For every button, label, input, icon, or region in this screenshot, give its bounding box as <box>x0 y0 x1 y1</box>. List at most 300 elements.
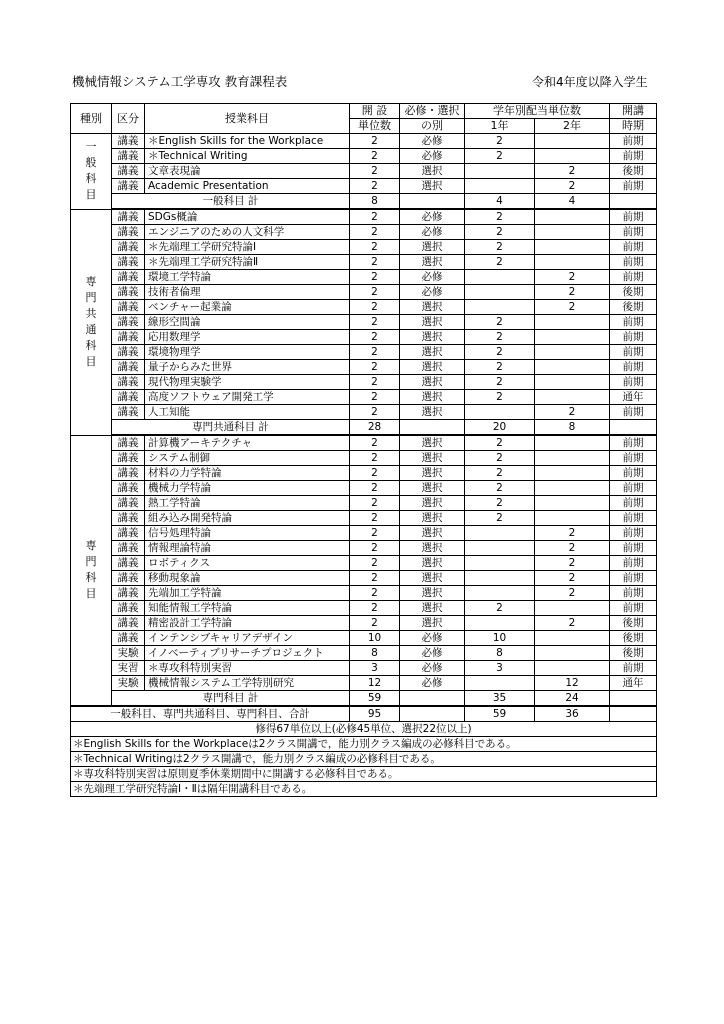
year1-credits <box>465 270 535 285</box>
credits-cell: 2 <box>350 330 400 345</box>
year2-credits: 2 <box>535 586 610 601</box>
year1-credits: 2 <box>465 511 535 526</box>
year1-credits: 2 <box>465 496 535 511</box>
kubun-cell: 講義 <box>112 209 145 225</box>
year1-credits <box>465 586 535 601</box>
term-cell: 後期 <box>610 300 657 315</box>
course-name: 熱工学特論 <box>145 496 350 511</box>
subtotal-required-blank <box>400 691 465 707</box>
note-row <box>71 782 657 797</box>
course-name: イノベーティブリサーチプロジェクト <box>145 646 350 661</box>
course-row <box>71 526 657 541</box>
year2-credits <box>535 149 610 164</box>
term-cell: 後期 <box>610 646 657 661</box>
year1-credits <box>465 541 535 556</box>
header-tani-1: 開 設 <box>350 104 400 119</box>
year1-credits: 2 <box>465 481 535 496</box>
year2-credits <box>535 330 610 345</box>
category-label-text: 専門共通科目 <box>85 275 97 368</box>
term-cell: 後期 <box>610 285 657 300</box>
required-cell: 選択 <box>400 345 465 360</box>
required-cell: 選択 <box>400 405 465 420</box>
course-name: 量子からみた世界 <box>145 360 350 375</box>
credits-cell: 2 <box>350 164 400 179</box>
category-label-text: 専門科目 <box>85 539 97 601</box>
course-name: ＊先端理工学研究特論Ⅱ <box>145 255 350 270</box>
year2-credits: 2 <box>535 541 610 556</box>
course-name: 先端加工学特論 <box>145 586 350 601</box>
year2-credits: 2 <box>535 179 610 194</box>
term-cell: 前期 <box>610 435 657 451</box>
course-name: ＊English Skills for the Workplace <box>145 134 350 149</box>
credits-cell: 2 <box>350 255 400 270</box>
term-cell: 前期 <box>610 451 657 466</box>
course-row <box>71 661 657 676</box>
term-cell: 前期 <box>610 571 657 586</box>
kubun-cell: 講義 <box>112 616 145 631</box>
header-hisshu-2: の別 <box>400 119 465 134</box>
year1-credits: 2 <box>465 451 535 466</box>
subtotal-credits: 59 <box>350 691 400 707</box>
course-row <box>71 360 657 375</box>
credits-cell: 2 <box>350 526 400 541</box>
kubun-cell: 実験 <box>112 646 145 661</box>
course-name: 精密設計工学特論 <box>145 616 350 631</box>
term-cell: 前期 <box>610 134 657 149</box>
course-row <box>71 676 657 691</box>
year1-credits: 2 <box>465 225 535 240</box>
year2-credits <box>535 661 610 676</box>
course-name: 情報理論特論 <box>145 541 350 556</box>
term-cell: 前期 <box>610 496 657 511</box>
subtotal-year1: 4 <box>465 194 535 210</box>
course-row <box>71 571 657 586</box>
course-name: Academic Presentation <box>145 179 350 194</box>
required-cell: 選択 <box>400 179 465 194</box>
credits-cell: 2 <box>350 571 400 586</box>
credits-cell: 2 <box>350 586 400 601</box>
header-row-1 <box>71 104 657 119</box>
course-row <box>71 511 657 526</box>
term-cell: 前期 <box>610 315 657 330</box>
curriculum-table-body <box>71 104 657 797</box>
subtotal-year2: 8 <box>535 420 610 436</box>
kubun-cell: 講義 <box>112 405 145 420</box>
term-cell: 前期 <box>610 511 657 526</box>
year2-credits: 2 <box>535 616 610 631</box>
year1-credits <box>465 526 535 541</box>
year2-credits <box>535 209 610 225</box>
course-row <box>71 255 657 270</box>
note-text: ＊English Skills for the Workplaceは2クラス開講で，能力別クラス編成の必修科目である。 <box>71 737 657 752</box>
year2-credits: 2 <box>535 405 610 420</box>
term-cell: 前期 <box>610 209 657 225</box>
required-cell: 選択 <box>400 164 465 179</box>
header-hisshu-1: 必修・選択 <box>400 104 465 119</box>
course-name: インテンシブキャリアデザイン <box>145 631 350 646</box>
credits-cell: 2 <box>350 179 400 194</box>
required-cell: 選択 <box>400 616 465 631</box>
credits-cell: 2 <box>350 345 400 360</box>
year2-credits <box>535 390 610 405</box>
subtotal-row <box>71 420 657 436</box>
course-row <box>71 164 657 179</box>
course-row <box>71 375 657 390</box>
course-name: 環境物理学 <box>145 345 350 360</box>
year1-credits <box>465 676 535 691</box>
required-cell: 選択 <box>400 300 465 315</box>
year2-credits <box>535 225 610 240</box>
year1-credits <box>465 164 535 179</box>
kubun-cell: 講義 <box>112 315 145 330</box>
term-cell: 前期 <box>610 586 657 601</box>
credits-cell: 2 <box>350 481 400 496</box>
course-name: 移動現象論 <box>145 571 350 586</box>
term-cell: 通年 <box>610 390 657 405</box>
course-row <box>71 616 657 631</box>
kubun-cell: 講義 <box>112 541 145 556</box>
subtotal-row <box>71 194 657 210</box>
year2-credits <box>535 315 610 330</box>
credits-cell: 2 <box>350 556 400 571</box>
header-year1: 1年 <box>465 119 535 134</box>
course-name: ＊Technical Writing <box>145 149 350 164</box>
required-cell: 必修 <box>400 285 465 300</box>
year1-credits: 2 <box>465 435 535 451</box>
required-cell: 選択 <box>400 526 465 541</box>
kubun-cell: 実習 <box>112 661 145 676</box>
subtotal-year2: 24 <box>535 691 610 707</box>
required-cell: 選択 <box>400 451 465 466</box>
year2-credits: 2 <box>535 270 610 285</box>
year2-credits <box>535 496 610 511</box>
header-jiki-2: 時期 <box>610 119 657 134</box>
kubun-cell: 講義 <box>112 255 145 270</box>
kubun-cell: 講義 <box>112 526 145 541</box>
course-name: 信号処理特論 <box>145 526 350 541</box>
course-row <box>71 134 657 149</box>
kubun-cell: 講義 <box>112 225 145 240</box>
term-cell: 後期 <box>610 631 657 646</box>
course-name: 組み込み開発特論 <box>145 511 350 526</box>
term-cell: 前期 <box>610 345 657 360</box>
year2-credits <box>535 134 610 149</box>
term-cell: 前期 <box>610 375 657 390</box>
kubun-cell: 講義 <box>112 556 145 571</box>
year1-credits <box>465 556 535 571</box>
category-label <box>71 435 112 706</box>
year2-credits <box>535 345 610 360</box>
credits-cell: 10 <box>350 631 400 646</box>
term-cell: 前期 <box>610 360 657 375</box>
header-kubun: 区分 <box>112 104 145 134</box>
year2-credits <box>535 451 610 466</box>
grand-total-year1: 59 <box>465 706 535 722</box>
course-name: ロボティクス <box>145 556 350 571</box>
year2-credits <box>535 360 610 375</box>
category-label-text: 一般科目 <box>85 140 97 202</box>
credits-cell: 2 <box>350 511 400 526</box>
term-cell: 後期 <box>610 164 657 179</box>
header-year2: 2年 <box>535 119 610 134</box>
credits-cell: 2 <box>350 315 400 330</box>
required-cell: 選択 <box>400 481 465 496</box>
kubun-cell: 講義 <box>112 466 145 481</box>
kubun-cell: 講義 <box>112 285 145 300</box>
year2-credits <box>535 435 610 451</box>
year1-credits <box>465 179 535 194</box>
year1-credits: 2 <box>465 360 535 375</box>
note-text: ＊専攻科特別実習は原則夏季休業期間中に開講する必修科目である。 <box>71 767 657 782</box>
subtotal-credits: 8 <box>350 194 400 210</box>
requirement-row <box>71 722 657 737</box>
year1-credits: 8 <box>465 646 535 661</box>
course-row <box>71 209 657 225</box>
year2-credits: 2 <box>535 300 610 315</box>
course-row <box>71 330 657 345</box>
required-cell: 必修 <box>400 225 465 240</box>
kubun-cell: 講義 <box>112 345 145 360</box>
grand-total-year2: 36 <box>535 706 610 722</box>
year1-credits: 3 <box>465 661 535 676</box>
category-label <box>71 209 112 435</box>
required-cell: 選択 <box>400 330 465 345</box>
credits-cell: 2 <box>350 601 400 616</box>
required-cell: 選択 <box>400 360 465 375</box>
course-name: 高度ソフトウェア開発工学 <box>145 390 350 405</box>
admission-year-label: 令和4年度以降入学生 <box>532 75 648 89</box>
kubun-cell: 講義 <box>112 511 145 526</box>
subtotal-term-blank <box>610 194 657 210</box>
term-cell: 前期 <box>610 405 657 420</box>
year1-credits: 2 <box>465 315 535 330</box>
required-cell: 選択 <box>400 601 465 616</box>
kubun-cell: 講義 <box>112 435 145 451</box>
required-cell: 選択 <box>400 556 465 571</box>
course-row <box>71 451 657 466</box>
subtotal-label: 専門共通科目 計 <box>112 420 350 436</box>
course-name: 文章表現論 <box>145 164 350 179</box>
note-text: ＊Technical Writingは2クラス開講で，能力別クラス編成の必修科目である。 <box>71 752 657 767</box>
year1-credits: 2 <box>465 134 535 149</box>
credits-cell: 2 <box>350 360 400 375</box>
kubun-cell: 講義 <box>112 481 145 496</box>
credits-cell: 2 <box>350 451 400 466</box>
course-row <box>71 631 657 646</box>
required-cell: 選択 <box>400 240 465 255</box>
year2-credits <box>535 240 610 255</box>
course-row <box>71 601 657 616</box>
kubun-cell: 講義 <box>112 451 145 466</box>
kubun-cell: 講義 <box>112 571 145 586</box>
required-cell: 選択 <box>400 466 465 481</box>
kubun-cell: 講義 <box>112 179 145 194</box>
credits-cell: 2 <box>350 616 400 631</box>
course-row <box>71 586 657 601</box>
credits-cell: 3 <box>350 661 400 676</box>
term-cell: 前期 <box>610 541 657 556</box>
required-cell: 必修 <box>400 134 465 149</box>
kubun-cell: 講義 <box>112 631 145 646</box>
year1-credits: 2 <box>465 255 535 270</box>
course-row <box>71 556 657 571</box>
required-cell: 選択 <box>400 435 465 451</box>
year2-credits: 2 <box>535 526 610 541</box>
year1-credits: 2 <box>465 240 535 255</box>
subtotal-required-blank <box>400 194 465 210</box>
subtotal-credits: 28 <box>350 420 400 436</box>
kubun-cell: 講義 <box>112 330 145 345</box>
required-cell: 選択 <box>400 255 465 270</box>
year1-credits: 2 <box>465 375 535 390</box>
year2-credits: 2 <box>535 556 610 571</box>
course-row <box>71 481 657 496</box>
credits-cell: 2 <box>350 541 400 556</box>
year1-credits <box>465 571 535 586</box>
required-cell: 選択 <box>400 496 465 511</box>
course-name: 機械情報システム工学特別研究 <box>145 676 350 691</box>
course-row <box>71 270 657 285</box>
year2-credits <box>535 481 610 496</box>
requirement-text: 修得67単位以上(必修45単位、選択22位以上) <box>71 722 657 737</box>
year1-credits: 10 <box>465 631 535 646</box>
course-row <box>71 646 657 661</box>
kubun-cell: 講義 <box>112 134 145 149</box>
header-haito: 学年別配当単位数 <box>465 104 610 119</box>
subtotal-row <box>71 691 657 707</box>
term-cell: 前期 <box>610 330 657 345</box>
header-tani-2: 単位数 <box>350 119 400 134</box>
term-cell: 前期 <box>610 149 657 164</box>
required-cell: 必修 <box>400 270 465 285</box>
course-row <box>71 496 657 511</box>
year1-credits: 2 <box>465 345 535 360</box>
term-cell: 前期 <box>610 526 657 541</box>
credits-cell: 2 <box>350 435 400 451</box>
kubun-cell: 講義 <box>112 586 145 601</box>
required-cell: 選択 <box>400 375 465 390</box>
credits-cell: 2 <box>350 209 400 225</box>
year1-credits: 2 <box>465 209 535 225</box>
course-name: 機械力学特論 <box>145 481 350 496</box>
credits-cell: 2 <box>350 134 400 149</box>
year1-credits <box>465 285 535 300</box>
subtotal-year2: 4 <box>535 194 610 210</box>
year1-credits: 2 <box>465 466 535 481</box>
year2-credits: 2 <box>535 571 610 586</box>
required-cell: 選択 <box>400 511 465 526</box>
subtotal-term-blank <box>610 420 657 436</box>
course-row <box>71 435 657 451</box>
kubun-cell: 講義 <box>112 300 145 315</box>
year1-credits: 2 <box>465 330 535 345</box>
term-cell: 前期 <box>610 255 657 270</box>
required-cell: 選択 <box>400 571 465 586</box>
course-row <box>71 541 657 556</box>
course-name: 人工知能 <box>145 405 350 420</box>
required-cell: 必修 <box>400 209 465 225</box>
credits-cell: 2 <box>350 225 400 240</box>
course-row <box>71 179 657 194</box>
kubun-cell: 講義 <box>112 375 145 390</box>
year1-credits: 2 <box>465 390 535 405</box>
course-name: 技術者倫理 <box>145 285 350 300</box>
required-cell: 必修 <box>400 631 465 646</box>
course-name: システム制御 <box>145 451 350 466</box>
term-cell: 後期 <box>610 616 657 631</box>
course-row <box>71 466 657 481</box>
year2-credits <box>535 375 610 390</box>
course-row <box>71 345 657 360</box>
kubun-cell: 講義 <box>112 270 145 285</box>
course-row <box>71 390 657 405</box>
subtotal-term-blank <box>610 691 657 707</box>
course-row <box>71 225 657 240</box>
required-cell: 必修 <box>400 676 465 691</box>
required-cell: 必修 <box>400 646 465 661</box>
required-cell: 選択 <box>400 390 465 405</box>
page-title: 機械情報システム工学専攻 教育課程表 <box>72 74 288 89</box>
kubun-cell: 講義 <box>112 164 145 179</box>
kubun-cell: 講義 <box>112 240 145 255</box>
year1-credits: 2 <box>465 601 535 616</box>
year2-credits <box>535 511 610 526</box>
credits-cell: 2 <box>350 405 400 420</box>
course-name: 応用数理学 <box>145 330 350 345</box>
note-row <box>71 752 657 767</box>
subtotal-label: 一般科目 計 <box>112 194 350 210</box>
credits-cell: 2 <box>350 375 400 390</box>
credits-cell: 2 <box>350 300 400 315</box>
course-name: SDGs概論 <box>145 209 350 225</box>
subtotal-required-blank <box>400 420 465 436</box>
credits-cell: 2 <box>350 240 400 255</box>
grand-total-credits: 95 <box>350 706 400 722</box>
credits-cell: 2 <box>350 390 400 405</box>
credits-cell: 2 <box>350 270 400 285</box>
subtotal-year1: 35 <box>465 691 535 707</box>
course-name: ＊専攻科特別実習 <box>145 661 350 676</box>
term-cell: 前期 <box>610 270 657 285</box>
header-shubetsu: 種別 <box>71 104 112 134</box>
term-cell: 前期 <box>610 661 657 676</box>
header-kamoku: 授業科目 <box>145 104 350 134</box>
year2-credits: 2 <box>535 164 610 179</box>
term-cell: 通年 <box>610 676 657 691</box>
subtotal-year1: 20 <box>465 420 535 436</box>
kubun-cell: 講義 <box>112 496 145 511</box>
course-row <box>71 149 657 164</box>
course-row <box>71 405 657 420</box>
year1-credits <box>465 405 535 420</box>
note-row <box>71 737 657 752</box>
grand-total-required-blank <box>400 706 465 722</box>
year1-credits <box>465 616 535 631</box>
kubun-cell: 講義 <box>112 149 145 164</box>
category-label <box>71 134 112 210</box>
year1-credits <box>465 300 535 315</box>
header-jiki-1: 開講 <box>610 104 657 119</box>
grand-total-term-blank <box>610 706 657 722</box>
year2-credits: 2 <box>535 285 610 300</box>
term-cell: 前期 <box>610 225 657 240</box>
term-cell: 前期 <box>610 481 657 496</box>
course-row <box>71 240 657 255</box>
required-cell: 必修 <box>400 149 465 164</box>
credits-cell: 8 <box>350 646 400 661</box>
course-row <box>71 315 657 330</box>
course-name: 環境工学特論 <box>145 270 350 285</box>
